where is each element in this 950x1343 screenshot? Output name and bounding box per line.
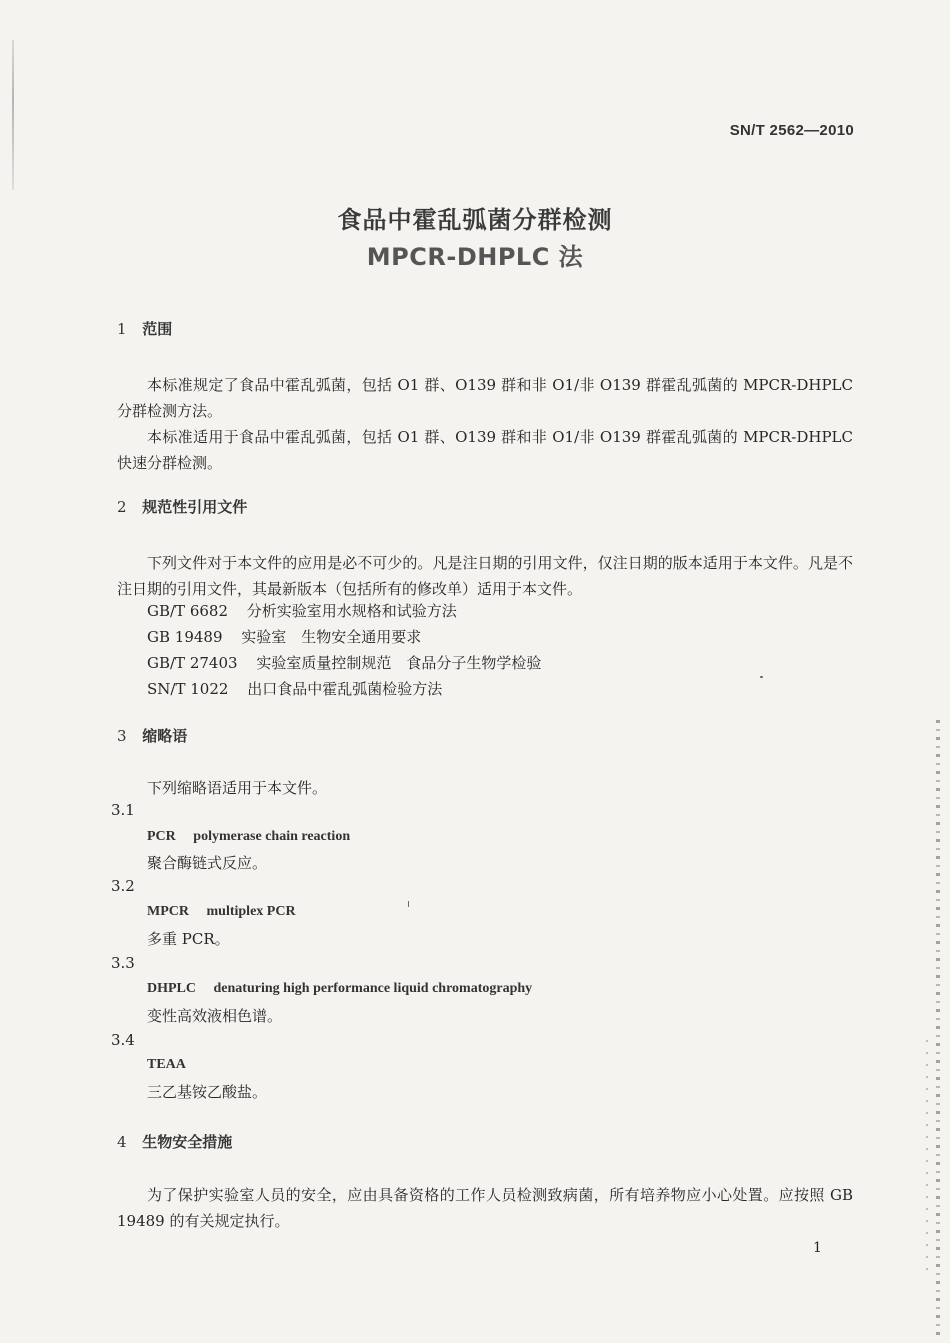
reference-title: 出口食品中霍乱弧菌检验方法 xyxy=(247,680,443,698)
reference-code: GB/T 27403 xyxy=(147,654,238,672)
section-title: 生物安全措施 xyxy=(142,1133,233,1151)
term-abbreviation: PCR xyxy=(147,829,176,844)
section-title: 缩略语 xyxy=(142,727,188,745)
term-english xyxy=(147,904,296,920)
normative-reference xyxy=(147,652,541,673)
term-english xyxy=(147,1057,200,1073)
term-abbreviation: DHPLC xyxy=(147,981,196,996)
term-chinese: 三乙基铵乙酸盐。 xyxy=(147,1083,268,1101)
document-title: 食品中霍乱弧菌分群检测 xyxy=(337,206,613,234)
document-code: SN/T 2562—2010 xyxy=(729,122,854,139)
reference-title: 分析实验室用水规格和试验方法 xyxy=(246,602,457,620)
page-number: 1 xyxy=(813,1240,822,1256)
term-chinese: 多重 PCR。 xyxy=(147,930,230,948)
scan-edge-right-inner xyxy=(926,1040,928,1280)
section-4-paragraph: 为了保护实验室人员的安全，应由具备资格的工作人员检测致病菌，所有培养物应小心处置。应按照 GB 19489 的有关规定执行。 xyxy=(117,1186,853,1230)
scan-edge-left xyxy=(12,40,14,190)
reference-code: SN/T 1022 xyxy=(147,680,229,698)
term-definition-en: denaturing high performance liquid chromatography xyxy=(213,981,533,996)
section-number: 1 xyxy=(117,320,127,338)
normative-reference xyxy=(147,626,421,647)
section-number: 4 xyxy=(117,1133,127,1151)
term-english xyxy=(147,829,350,845)
term-number: 3.2 xyxy=(111,877,135,895)
section-3-heading xyxy=(117,725,187,746)
reference-title: 实验室 生物安全通用要求 xyxy=(241,628,422,646)
term-abbreviation: MPCR xyxy=(147,904,189,919)
section-number: 2 xyxy=(117,498,127,516)
term-english xyxy=(147,981,532,997)
section-1-heading xyxy=(117,318,172,339)
scan-speck xyxy=(760,676,763,678)
term-number: 3.1 xyxy=(111,801,135,819)
scan-speck xyxy=(408,901,409,907)
term-chinese: 变性高效液相色谱。 xyxy=(147,1007,283,1025)
section-2-heading xyxy=(117,496,247,517)
term-number: 3.3 xyxy=(111,954,135,972)
section-number: 3 xyxy=(117,727,127,745)
reference-title: 实验室质量控制规范 食品分子生物学检验 xyxy=(256,654,542,672)
section-1-paragraph-2: 本标准适用于食品中霍乱弧菌，包括 O1 群、O139 群和非 O1/非 O139 群霍乱弧菌的 MPCR-DHPLC 快速分群检测。 xyxy=(117,428,853,472)
section-2-intro: 下列文件对于本文件的应用是必不可少的。凡是注日期的引用文件，仅注日期的版本适用于本文件。凡是不注日期的引用文件，其最新版本（包括所有的修改单）适用于本文件。 xyxy=(117,554,853,598)
section-4-heading xyxy=(117,1131,232,1152)
scan-edge-right xyxy=(936,720,940,1340)
section-title: 范围 xyxy=(142,320,173,338)
section-1-paragraph-1: 本标准规定了食品中霍乱弧菌，包括 O1 群、O139 群和非 O1/非 O139 群霍乱弧菌的 MPCR-DHPLC 分群检测方法。 xyxy=(117,376,853,420)
reference-code: GB/T 6682 xyxy=(147,602,229,620)
term-abbreviation: TEAA xyxy=(147,1057,186,1072)
term-chinese: 聚合酶链式反应。 xyxy=(147,854,268,872)
term-definition-en: multiplex PCR xyxy=(206,904,296,919)
section-title: 规范性引用文件 xyxy=(142,498,248,516)
normative-reference xyxy=(147,678,442,699)
term-number: 3.4 xyxy=(111,1031,135,1049)
term-definition-en: polymerase chain reaction xyxy=(193,829,351,844)
normative-reference xyxy=(147,600,457,621)
document-subtitle: MPCR-DHPLC 法 xyxy=(366,243,584,271)
reference-code: GB 19489 xyxy=(147,628,223,646)
section-3-intro: 下列缩略语适用于本文件。 xyxy=(147,779,328,797)
